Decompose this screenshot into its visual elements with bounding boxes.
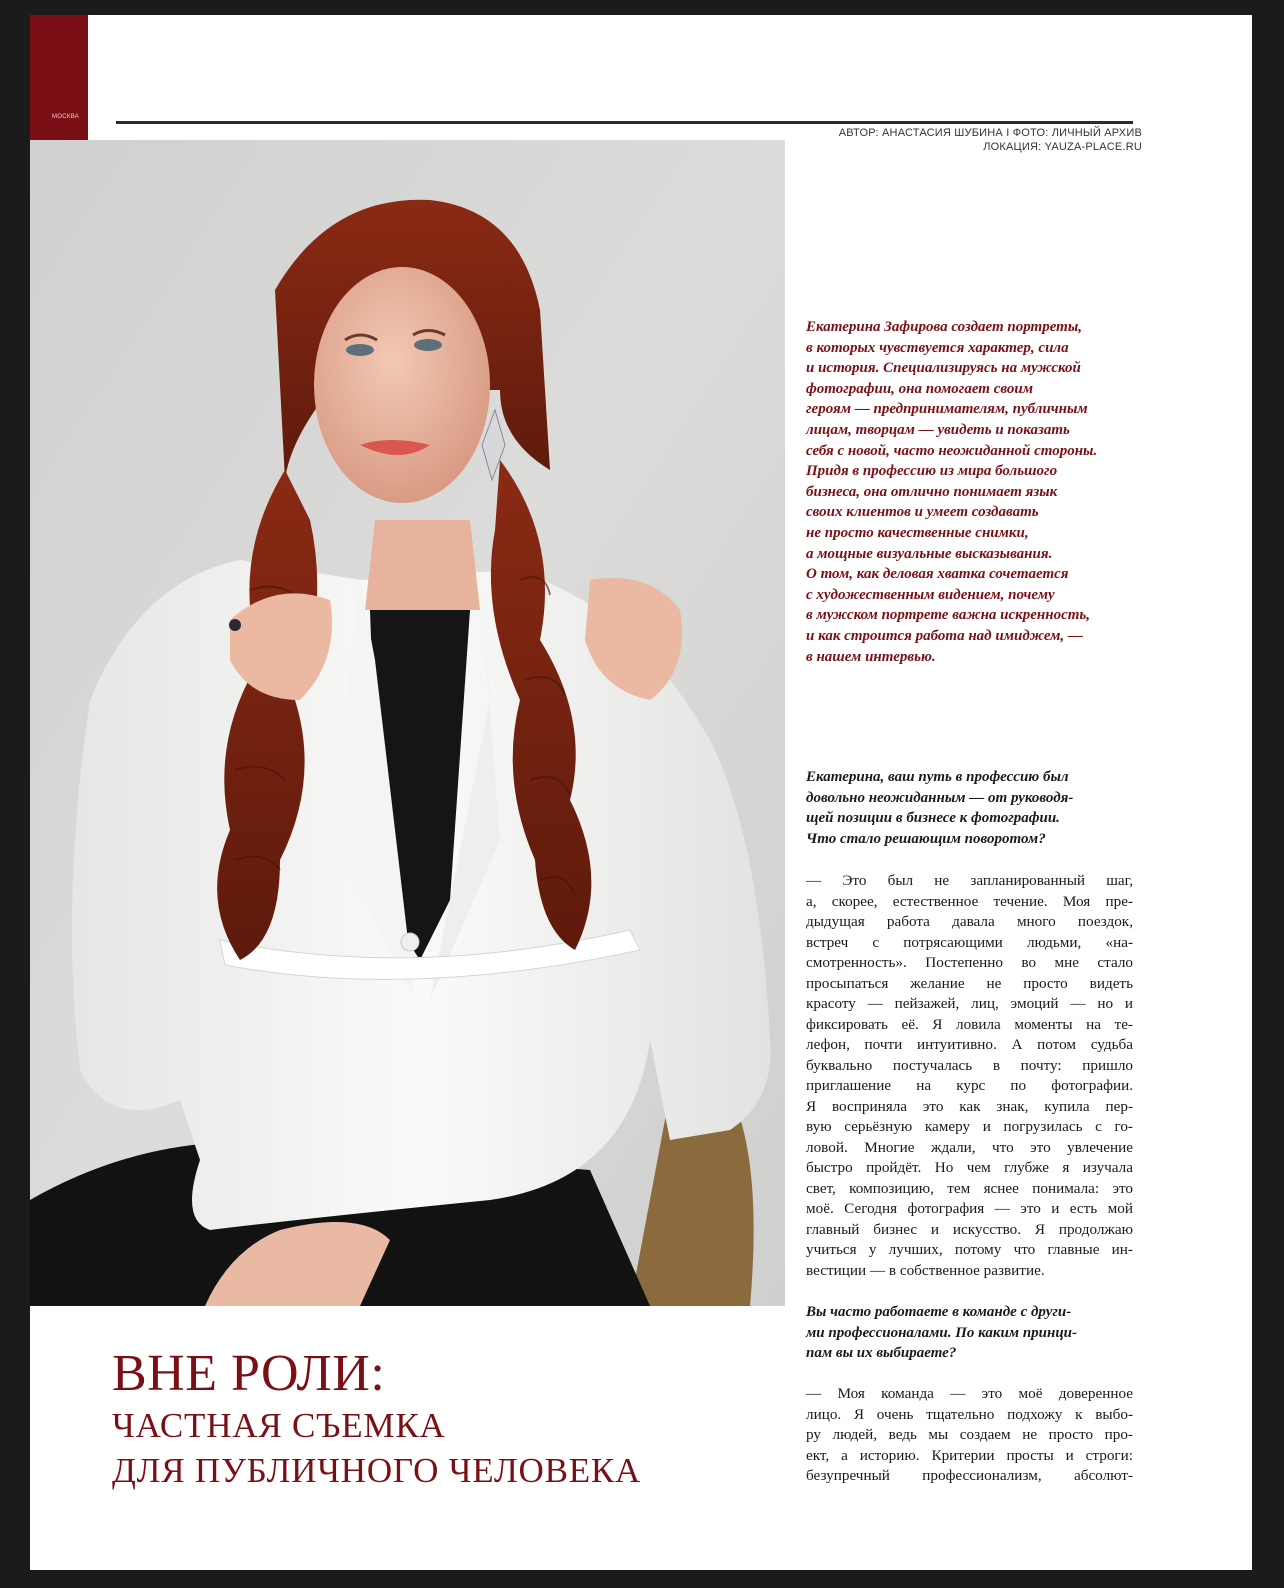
answer-line: ру людей, ведь мы создаем не просто про- [806, 1426, 1133, 1443]
answer-line: Я восприняла это как знак, купила пер- [806, 1097, 1133, 1115]
answer-line: главный бизнес и искусство. Я продолжаю [806, 1220, 1133, 1238]
answer-line: — Это был не запланированный шаг, [806, 872, 1133, 889]
question-line: Что стало решающим поворотом? [806, 830, 1046, 847]
intro-line: с художественным видением, почему [806, 586, 1055, 603]
answer-line: моё. Сегодня фотография — это и есть мой [806, 1200, 1133, 1217]
intro-line: О том, как деловая хватка сочетается [806, 566, 1069, 583]
magazine-page [30, 15, 1252, 1570]
answer-line: смотренность». Постепенно во мне стало [806, 954, 1133, 971]
question-line: ми профессионалами. По каким принци- [806, 1324, 1078, 1341]
intro-lead [806, 317, 1136, 667]
credits-location: ЛОКАЦИЯ: YAUZA-PLACE.RU [983, 141, 1142, 153]
answer-line: а, скорее, естественное течение. Моя пре- [806, 892, 1133, 910]
answer-line: вую серьёзную камеру и погрузилась с го- [806, 1118, 1133, 1135]
answer-line: учиться у лучших, потому что главные ин- [806, 1241, 1133, 1258]
question-line: довольно неожиданным — от руководя- [806, 789, 1074, 806]
intro-line: в нашем интервью. [806, 648, 936, 665]
answer-line: лефон, почти интуитивно. А потом судьба [806, 1036, 1133, 1053]
answer-line: вестиции — в собственное развитие. [806, 1261, 1045, 1279]
intro-line: бизнеса, она отлично понимает язык [806, 483, 1058, 500]
title-sub-line-2: ДЛЯ ПУБЛИЧНОГО ЧЕЛОВЕКА [112, 1451, 642, 1490]
title-sub-line-1: ЧАСТНАЯ СЪЕМКА [112, 1406, 446, 1445]
intro-line: не просто качественные снимки, [806, 524, 1029, 541]
credits-author: АВТОР: АНАСТАСИЯ ШУБИНА I ФОТО: ЛИЧНЫЙ АРХИВ [838, 127, 1142, 139]
answer-line: безупречный профессионализм, абсолют- [806, 1467, 1133, 1484]
intro-line: Екатерина Зафирова создает портреты, [806, 319, 1082, 335]
answer-line: ловой. Многие ждали, что это увлечение [806, 1138, 1133, 1156]
interview-question-1 [806, 767, 1131, 849]
answer-line: — Моя команда — это моё доверенное [806, 1385, 1133, 1402]
intro-line: героям — предпринимателям, публичным [806, 401, 1088, 418]
intro-line: в мужском портрете важна искренность, [806, 607, 1091, 624]
question-line: пам вы их выбираете? [806, 1345, 957, 1361]
answer-line: встреч с потрясающими людьми, «на- [806, 933, 1133, 951]
credits [839, 126, 1142, 154]
answer-line: свет, композицию, тем яснее понимала: это [806, 1179, 1133, 1197]
intro-line: в которых чувствуется характер, сила [806, 339, 1069, 356]
intro-line: лицам, творцам — увидеть и показать [806, 421, 1070, 438]
answer-line: дыдущая работа давала много поездок, [806, 913, 1133, 930]
intro-line: и история. Специализируясь на мужской [806, 360, 1081, 377]
interview-answer-2 [806, 1384, 1133, 1487]
intro-line: и как строится работа над имиджем, — [806, 627, 1083, 644]
answer-line: буквально постучалась в почту: пришло [806, 1056, 1133, 1074]
title-main: ВНЕ РОЛИ: [112, 1345, 386, 1402]
answer-line: просыпаться желание не просто видеть [806, 974, 1133, 992]
portrait-photo [30, 140, 785, 1306]
intro-line: а мощные визуальные высказывания. [806, 545, 1053, 562]
intro-line: своих клиентов и умеет создавать [806, 504, 1039, 521]
question-line: Вы часто работаете в команде с други- [806, 1304, 1072, 1320]
top-rule [116, 121, 1133, 124]
answer-line: приглашение на курс по фотографии. [806, 1077, 1133, 1094]
question-line: щей позиции в бизнесе к фотографии. [806, 810, 1060, 826]
intro-line: Придя в профессию из мира большого [806, 463, 1058, 480]
question-line: Екатерина, ваш путь в профессию был [806, 769, 1069, 785]
answer-line: фиксировать её. Я ловила моменты на те- [806, 1015, 1133, 1033]
answer-line: красоту — пейзажей, лиц, эмоций — но и [806, 995, 1133, 1012]
answer-line: ект, а историю. Критерии просты и строги: [806, 1446, 1133, 1464]
article-title [112, 1345, 641, 1493]
answer-line: быстро пройдёт. Но чем глубже я изучала [806, 1159, 1133, 1176]
intro-line: фотографии, она помогает своим [806, 380, 1033, 397]
intro-line: себя с новой, часто неожиданной стороны. [806, 442, 1098, 459]
answer-line: лицо. Я очень тщательно подхожу к выбо- [806, 1405, 1133, 1423]
side-city-label: МОСКВА [52, 114, 80, 120]
interview-answer-1 [806, 871, 1133, 1281]
interview-question-2 [806, 1302, 1131, 1364]
